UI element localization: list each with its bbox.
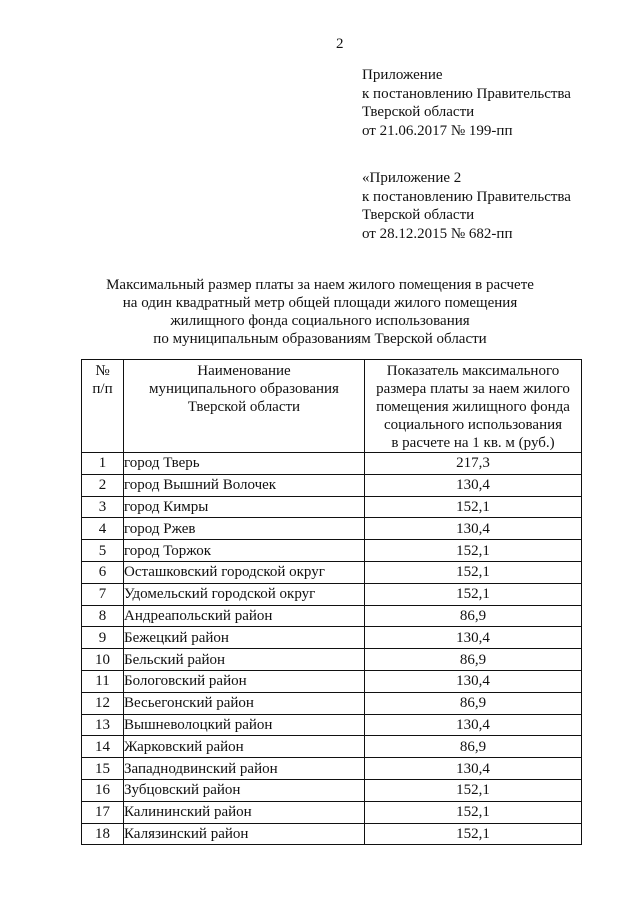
header-municipality: Наименование муниципального образования Тверской области — [124, 360, 365, 453]
row-municipality: Бельский район — [124, 649, 365, 671]
row-number: 3 — [82, 496, 124, 518]
table-row — [82, 670, 582, 692]
table-row — [82, 496, 582, 518]
row-max-fee: 130,4 — [365, 670, 582, 692]
row-number: 18 — [82, 823, 124, 845]
row-max-fee: 130,4 — [365, 714, 582, 736]
appendix-line: к постановлению Правительства — [362, 188, 571, 205]
appendix-original-reference — [362, 169, 571, 243]
row-municipality: город Торжок — [124, 540, 365, 562]
row-municipality: город Вышний Волочек — [124, 474, 365, 496]
row-municipality: Андреапольский район — [124, 605, 365, 627]
row-municipality: Удомельский городской округ — [124, 583, 365, 605]
table-row — [82, 605, 582, 627]
table-row — [82, 627, 582, 649]
appendix-line: «Приложение 2 — [362, 170, 462, 186]
table-row — [82, 823, 582, 845]
row-max-fee: 152,1 — [365, 540, 582, 562]
table-row — [82, 714, 582, 736]
row-max-fee: 130,4 — [365, 474, 582, 496]
appendix-line: от 21.06.2017 № 199-пп — [362, 122, 513, 139]
appendix-current-reference — [362, 66, 571, 140]
row-max-fee: 130,4 — [365, 758, 582, 780]
row-municipality: Западнодвинский район — [124, 758, 365, 780]
row-municipality: Калязинский район — [124, 823, 365, 845]
row-number: 6 — [82, 561, 124, 583]
row-number: 13 — [82, 714, 124, 736]
table-row — [82, 453, 582, 475]
appendix-line: Приложение — [362, 67, 443, 83]
table-row — [82, 779, 582, 801]
header-max-fee: Показатель максимального размера платы за наем жилого помещения жилищного фонда социального использования в расчете на 1 кв. м (руб.) — [365, 360, 582, 453]
row-max-fee: 130,4 — [365, 627, 582, 649]
table-row — [82, 801, 582, 823]
title-line: Максимальный размер платы за наем жилого помещения в расчете — [106, 277, 534, 293]
row-municipality: Вышневолоцкий район — [124, 714, 365, 736]
row-municipality: город Тверь — [124, 453, 365, 475]
row-number: 16 — [82, 779, 124, 801]
table-row — [82, 758, 582, 780]
table-row — [82, 540, 582, 562]
row-max-fee: 86,9 — [365, 605, 582, 627]
row-max-fee: 86,9 — [365, 736, 582, 758]
header-number: № п/п — [82, 360, 124, 453]
table-row — [82, 518, 582, 540]
row-number: 10 — [82, 649, 124, 671]
row-municipality: Бологовский район — [124, 670, 365, 692]
page-number: 2 — [336, 36, 344, 52]
row-number: 4 — [82, 518, 124, 540]
row-municipality: Бежецкий район — [124, 627, 365, 649]
row-max-fee: 86,9 — [365, 692, 582, 714]
appendix-line: к постановлению Правительства — [362, 85, 571, 102]
title-line: жилищного фонда социального использования — [170, 313, 470, 329]
appendix-line: Тверской области — [362, 104, 475, 120]
row-municipality: Калининский район — [124, 801, 365, 823]
row-municipality: Жарковский район — [124, 736, 365, 758]
row-max-fee: 152,1 — [365, 801, 582, 823]
row-max-fee: 152,1 — [365, 823, 582, 845]
row-municipality: Зубцовский район — [124, 779, 365, 801]
row-number: 2 — [82, 474, 124, 496]
table-row — [82, 692, 582, 714]
row-number: 11 — [82, 670, 124, 692]
row-number: 1 — [82, 453, 124, 475]
row-number: 5 — [82, 540, 124, 562]
row-max-fee: 152,1 — [365, 779, 582, 801]
row-max-fee: 217,3 — [365, 453, 582, 475]
title-line: на один квадратный метр общей площади жилого помещения — [122, 295, 518, 311]
row-municipality: Осташковский городской округ — [124, 561, 365, 583]
table-row — [82, 474, 582, 496]
table-row — [82, 649, 582, 671]
row-max-fee: 152,1 — [365, 561, 582, 583]
appendix-line: Тверской области — [362, 207, 475, 223]
row-number: 9 — [82, 627, 124, 649]
appendix-line: от 28.12.2015 № 682-пп — [362, 225, 513, 242]
row-number: 15 — [82, 758, 124, 780]
row-number: 14 — [82, 736, 124, 758]
table-header-row — [82, 360, 582, 453]
row-max-fee: 130,4 — [365, 518, 582, 540]
row-municipality: Весьегонский район — [124, 692, 365, 714]
row-number: 7 — [82, 583, 124, 605]
row-number: 8 — [82, 605, 124, 627]
table-row — [82, 561, 582, 583]
row-max-fee: 86,9 — [365, 649, 582, 671]
row-number: 17 — [82, 801, 124, 823]
row-max-fee: 152,1 — [365, 496, 582, 518]
fee-table — [81, 359, 582, 845]
document-title — [60, 276, 580, 348]
title-line: по муниципальным образованиям Тверской области — [153, 331, 487, 347]
table-row — [82, 736, 582, 758]
table-row — [82, 583, 582, 605]
row-municipality: город Ржев — [124, 518, 365, 540]
row-number: 12 — [82, 692, 124, 714]
row-municipality: город Кимры — [124, 496, 365, 518]
row-max-fee: 152,1 — [365, 583, 582, 605]
